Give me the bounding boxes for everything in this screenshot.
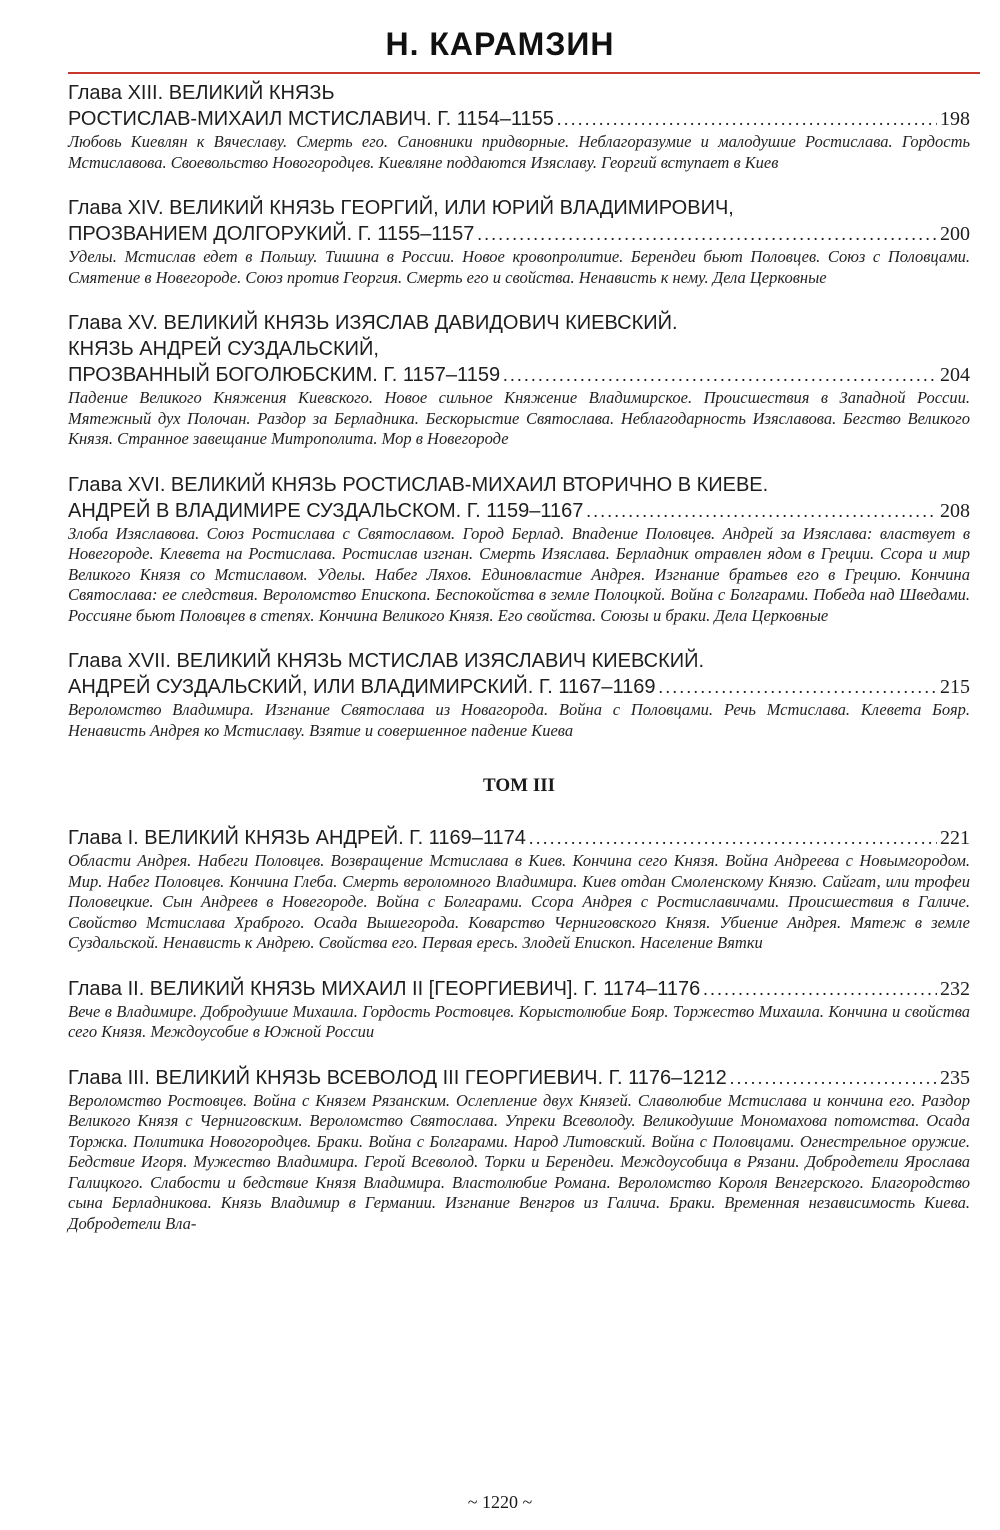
toc-entry <box>68 472 970 627</box>
volume-heading: ТОМ III <box>482 775 556 796</box>
chapter-summary: Уделы. Мстислав едет в Польшу. Тишина в России. Новое кровопролитие. Берендеи бьют Половцев. Союз с Половцами. Смятение в Новегороде. Союз против Георгия. Смерть его и свойства. Ненависть к нему. Дела Церковные <box>68 247 970 287</box>
page-number: ~ 1220 ~ <box>467 1492 533 1512</box>
toc-entry <box>68 648 970 741</box>
chapter-title-text: Глава I. ВЕЛИКИЙ КНЯЗЬ АНДРЕЙ. Г. 1169–1174 <box>68 827 526 849</box>
chapter-summary: Вече в Владимире. Добродушие Михаила. Гордость Ростовцев. Корыстолюбие Бояр. Торжество Михаила. Кончина и свойства сего Князя. Междоусобие в Южной России <box>68 1001 970 1041</box>
dot-leader <box>730 1065 937 1091</box>
chapter-title-last-line <box>68 221 970 247</box>
chapter-title-last-line <box>68 825 970 851</box>
chapter-title-text: Глава III. ВЕЛИКИЙ КНЯЗЬ ВСЕВОЛОД III ГЕОРГИЕВИЧ. Г. 1176–1212 <box>68 1066 727 1089</box>
dot-leader <box>703 976 937 1002</box>
toc-entry <box>68 1065 970 1235</box>
chapter-title-line: Глава XIV. ВЕЛИКИЙ КНЯЗЬ ГЕОРГИЙ, ИЛИ ЮРИЙ ВЛАДИМИРОВИЧ, <box>68 197 734 219</box>
chapter-page-number: 200 <box>940 223 970 245</box>
toc-entry <box>68 195 970 288</box>
header-rule <box>68 72 980 74</box>
chapter-title-line: Глава XV. ВЕЛИКИЙ КНЯЗЬ ИЗЯСЛАВ ДАВИДОВИЧ КИЕВСКИЙ. <box>68 312 678 334</box>
toc-section-volume-2 <box>68 80 970 741</box>
dot-leader <box>529 825 937 851</box>
chapter-summary: Области Андрея. Набеги Половцев. Возвращение Мстислава в Киев. Кончина сего Князя. Война Андреева с Новымгородом. Мир. Набег Половцев. Кончина Глеба. Смерть вероломного Владимира. Киев отдан Смоленскому Князю. Сайгат, или трофеи Половецкие. Сын Андреев в Новегороде. Война с Болгарами. Ссора Андрея с Ростиславичами. Происшествия в Галиче. Свойство Мстислава Храброго. Осада Вышегорода. Коварство Черниговского Князя. Убиение Андрея. Мятеж в земле Суздальской. Ненависть к Андрею. Свойства его. Первая ересь. Злодей Епископ. Население Вятки <box>68 851 970 952</box>
chapter-title-text: Глава II. ВЕЛИКИЙ КНЯЗЬ МИХАИЛ II [ГЕОРГИЕВИЧ]. Г. 1174–1176 <box>68 977 701 1000</box>
chapter-page-number: 215 <box>940 676 970 698</box>
chapter-page-number: 204 <box>940 364 970 386</box>
chapter-title-line: Глава XIII. ВЕЛИКИЙ КНЯЗЬ <box>68 82 335 104</box>
chapter-title-last-line <box>68 106 970 132</box>
dot-leader <box>477 221 937 247</box>
dot-leader <box>586 498 937 524</box>
chapter-title-text: АНДРЕЙ В ВЛАДИМИРЕ СУЗДАЛЬСКОМ. Г. 1159–1167 <box>68 499 584 522</box>
toc-entry <box>68 976 970 1043</box>
chapter-title-text: ПРОЗВАНИЕМ ДОЛГОРУКИЙ. Г. 1155–1157 <box>68 223 475 245</box>
dot-leader <box>557 106 937 132</box>
chapter-page-number: 232 <box>940 977 970 1000</box>
table-of-contents <box>68 80 970 1256</box>
chapter-title-text: АНДРЕЙ СУЗДАЛЬСКИЙ, ИЛИ ВЛАДИМИРСКИЙ. Г. 1167–1169 <box>68 676 656 698</box>
chapter-page-number: 208 <box>940 499 970 522</box>
chapter-page-number: 235 <box>940 1066 970 1089</box>
chapter-summary: Вероломство Ростовцев. Война с Князем Рязанским. Ослепление двух Князей. Славолюбие Мстислава и кончина его. Раздор Великого Князя с Черниговским. Вероломство Святослава. Упреки Всеволоду. Великодушие Мономахова потомства. Осада Торжка. Политика Новогородцев. Браки. Война с Болгарами. Народ Литовский. Война с Половцами. Огнестрельное оружие. Бедствие Игоря. Мужество Владимира. Герой Всеволод. Торки и Берендеи. Междоусобица в Рязани. Добродетели Ярослава Галицкого. Слабости и бедствие Князя Владимира. Властолюбие Романа. Вероломство Короля Венгерского. Благородство сына Берладникова. Князь Владимир в Германии. Изгнание Венгров из Галича. Браки. Временная независимость Киева. Добродетели Вла- <box>68 1090 970 1233</box>
dot-leader <box>503 362 937 388</box>
toc-entry <box>68 80 970 173</box>
running-header-author: Н. КАРАМЗИН <box>385 26 615 62</box>
toc-entry <box>68 825 970 954</box>
chapter-summary: Вероломство Владимира. Изгнание Святослава из Новагорода. Война с Половцами. Речь Мстислава. Клевета Бояр. Ненависть Андрея ко Мстиславу. Взятие и совершенное падение Киева <box>68 700 970 740</box>
toc-entry <box>68 310 970 450</box>
chapter-title-last-line <box>68 362 970 388</box>
chapter-title-last-line <box>68 674 970 700</box>
chapter-title-last-line <box>68 976 970 1002</box>
chapter-title-line: Глава XVI. ВЕЛИКИЙ КНЯЗЬ РОСТИСЛАВ-МИХАИЛ ВТОРИЧНО В КИЕВЕ. <box>68 473 769 496</box>
chapter-summary: Любовь Киевлян к Вячеславу. Смерть его. Сановники придворные. Неблагоразумие и малодушие Ростислава. Гордость Мстиславова. Своевольство Новогородцев. Киевляне поддаются Изяславу. Георгий вступает в Киев <box>68 132 970 172</box>
chapter-summary: Злоба Изяславова. Союз Ростислава с Святославом. Город Берлад. Впадение Половцев. Андрей за Изяслава: властвует в Новегороде. Клевета на Ростислава. Ростислав изгнан. Смерть Изяслава. Берладник отравлен ядом в Греции. Ссора и мир Великого Князя со Мстиславом. Уделы. Набег Ляхов. Единовластие Андрея. Изгнание братьев его в Грецию. Кончина Святослава: ее следствия. Вероломство Епископа. Беспокойства в земле Полоцкой. Война с Болгарами. Победа над Шведами. Россияне бьют Половцев в степях. Кончина Великого Князя. Его свойства. Союзы и браки. Дела Церковные <box>68 523 970 625</box>
chapter-summary: Падение Великого Княжения Киевского. Новое сильное Княжение Владимирское. Происшествия в Западной России. Мятежный дух Полочан. Раздор за Берладника. Бескорыстие Святослава. Неблагодарность Изяславова. Бегство Великого Князя. Странное завещание Митрополита. Мор в Новегороде <box>68 388 970 448</box>
chapter-title-text: ПРОЗВАННЫЙ БОГОЛЮБСКИМ. Г. 1157–1159 <box>68 364 501 386</box>
chapter-page-number: 221 <box>940 827 970 849</box>
toc-section-volume-3 <box>68 825 970 1234</box>
chapter-title-line: Глава XVII. ВЕЛИКИЙ КНЯЗЬ МСТИСЛАВ ИЗЯСЛАВИЧ КИЕВСКИЙ. <box>68 650 705 672</box>
chapter-title-text: РОСТИСЛАВ-МИХАИЛ МСТИСЛАВИЧ. Г. 1154–1155 <box>68 108 554 130</box>
chapter-title-last-line <box>68 498 970 524</box>
chapter-title-last-line <box>68 1065 970 1091</box>
dot-leader <box>659 674 938 700</box>
chapter-title-line: КНЯЗЬ АНДРЕЙ СУЗДАЛЬСКИЙ, <box>68 338 379 360</box>
chapter-page-number: 198 <box>940 108 970 130</box>
